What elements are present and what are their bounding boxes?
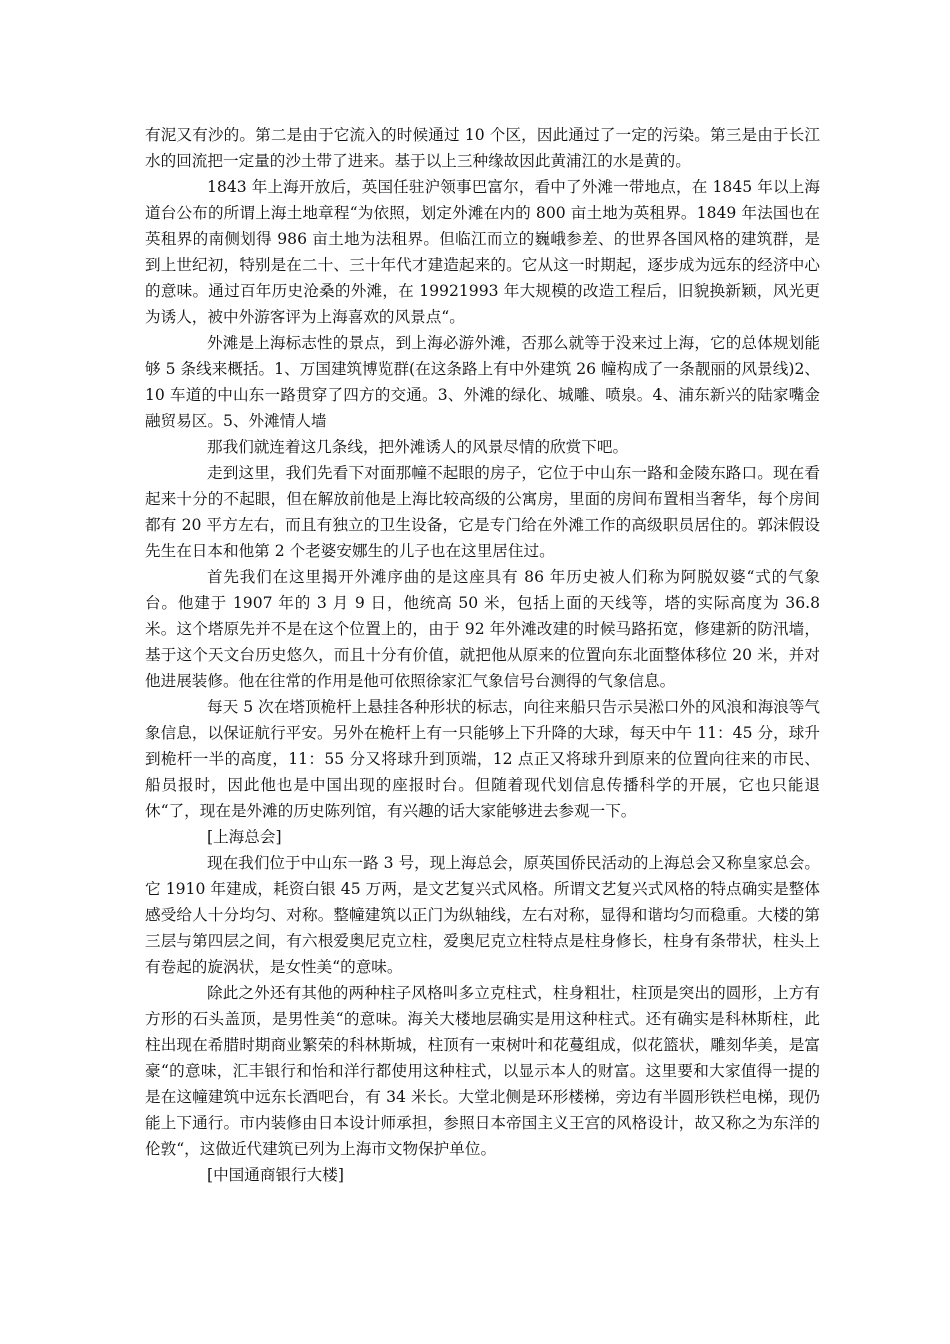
paragraph-3: 外滩是上海标志性的景点，到上海必游外滩，否那么就等于没来过上海，它的总体规划能够 5 条线来概括。1、万国建筑博览群(在这条路上有中外建筑 26 幢构成了一条靓丽的风景线)2、10 车道的中山东一路贯穿了四方的交通。3、外滩的绿化、城雕、喷泉。4、浦东新兴的陆家嘴金融贸易区。5、外滩情人墙	[145, 334, 820, 430]
paragraph-4: 那我们就连着这几条线，把外滩诱人的风景尽情的欣赏下吧。	[207, 438, 629, 456]
document-body	[145, 122, 820, 1188]
section-heading-shanghai-club: [上海总会]	[207, 828, 282, 846]
paragraph-2: 1843 年上海开放后，英国任驻沪领事巴富尔，看中了外滩一带地点，在 1845 年以上海道台公布的所谓上海土地章程“为依照，划定外滩在内的 800 亩土地为英租界。1849 年法国也在英租界的南侧划得 986 亩土地为法租界。但临江而立的巍峨参差、的世界各国风格的建筑群，是到上世纪初，特别是在二十、三十年代才建造起来的。它从这一时期起，逐步成为远东的经济中心的意味。通过百年历史沧桑的外滩，在 19921993 年大规模的改造工程后，旧貌换新颖，风光更为诱人，被中外游客评为上海喜欢的风景点“。	[145, 178, 820, 326]
paragraph-6: 首先我们在这里揭开外滩序曲的是这座具有 86 年历史被人们称为阿脱奴婆“式的气象台。他建于 1907 年的 3 月 9 日，他统高 50 米，包括上面的天线等，塔的实际高度为 36.8 米。这个塔原先并不是在这个位置上的，由于 92 年外滩改建的时候马路拓宽，修建新的防汛墙，基于这个天文台历史悠久，而且十分有价值，就把他从原来的位置向东北面整体移位 20 米，并对他进展装修。他在往常的作用是他可依照徐家汇气象信号台测得的气象信息。	[145, 568, 820, 690]
paragraph-7: 每天 5 次在塔顶桅杆上悬挂各种形状的标志，向往来船只告示吴淞口外的风浪和海浪等气象信息，以保证航行平安。另外在桅杆上有一只能够上下升降的大球，每天中午 11：45 分，球升到桅杆一半的高度，11：55 分又将球升到顶端，12 点正又将球升到原来的位置向往来的市民、船员报时，因此他也是中国出现的座报时台。但随着现代划信息传播科学的开展，它也只能退休“了，现在是外滩的历史陈列馆，有兴趣的话大家能够进去参观一下。	[145, 698, 820, 820]
paragraph-10: 除此之外还有其他的两种柱子风格叫多立克柱式，柱身粗壮，柱顶是突出的圆形，上方有方形的石头盖顶，是男性美“的意味。海关大楼地层确实是用这种柱式。还有确实是科林斯柱，此柱出现在希腊时期商业繁荣的科林斯城，柱顶有一束树叶和花蔓组成，似花篮状，雕刻华美，是富豪“的意味，汇丰银行和怡和洋行都使用这种柱式，以显示本人的财富。这里要和大家值得一提的是在这幢建筑中远东长酒吧台，有 34 米长。大堂北侧是环形楼梯，旁边有半圆形铁栏电梯，现仍能上下通行。市内装修由日本设计师承担，参照日本帝国主义王宫的风格设计，故又称之为东洋的伦敦“，这做近代建筑已列为上海市文物保护单位。	[145, 984, 820, 1158]
paragraph-5: 走到这里，我们先看下对面那幢不起眼的房子，它位于中山东一路和金陵东路口。现在看起来十分的不起眼，但在解放前他是上海比较高级的公寓房，里面的房间布置相当奢华，每个房间都有 20 平方左右，而且有独立的卫生设备，它是专门给在外滩工作的高级职员居住的。郭沫假设先生在日本和他第 2 个老婆安娜生的儿子也在这里居住过。	[145, 464, 820, 560]
section-heading-commercial-bank: [中国通商银行大楼]	[207, 1166, 344, 1184]
paragraph-1: 有泥又有沙的。第二是由于它流入的时候通过 10 个区，因此通过了一定的污染。第三是由于长江水的回流把一定量的沙土带了进来。基于以上三种缘故因此黄浦江的水是黄的。	[145, 126, 820, 170]
paragraph-9: 现在我们位于中山东一路 3 号，现上海总会，原英国侨民活动的上海总会又称皇家总会。它 1910 年建成，耗资白银 45 万两，是文艺复兴式风格。所谓文艺复兴式风格的特点确实是整体感受给人十分均匀、对称。整幢建筑以正门为纵轴线，左右对称，显得和谐均匀而稳重。大楼的第三层与第四层之间，有六根爱奥尼克立柱，爱奥尼克立柱特点是柱身修长，柱身有条带状，柱头上有卷起的旋涡状，是女性美“的意味。	[145, 854, 820, 976]
